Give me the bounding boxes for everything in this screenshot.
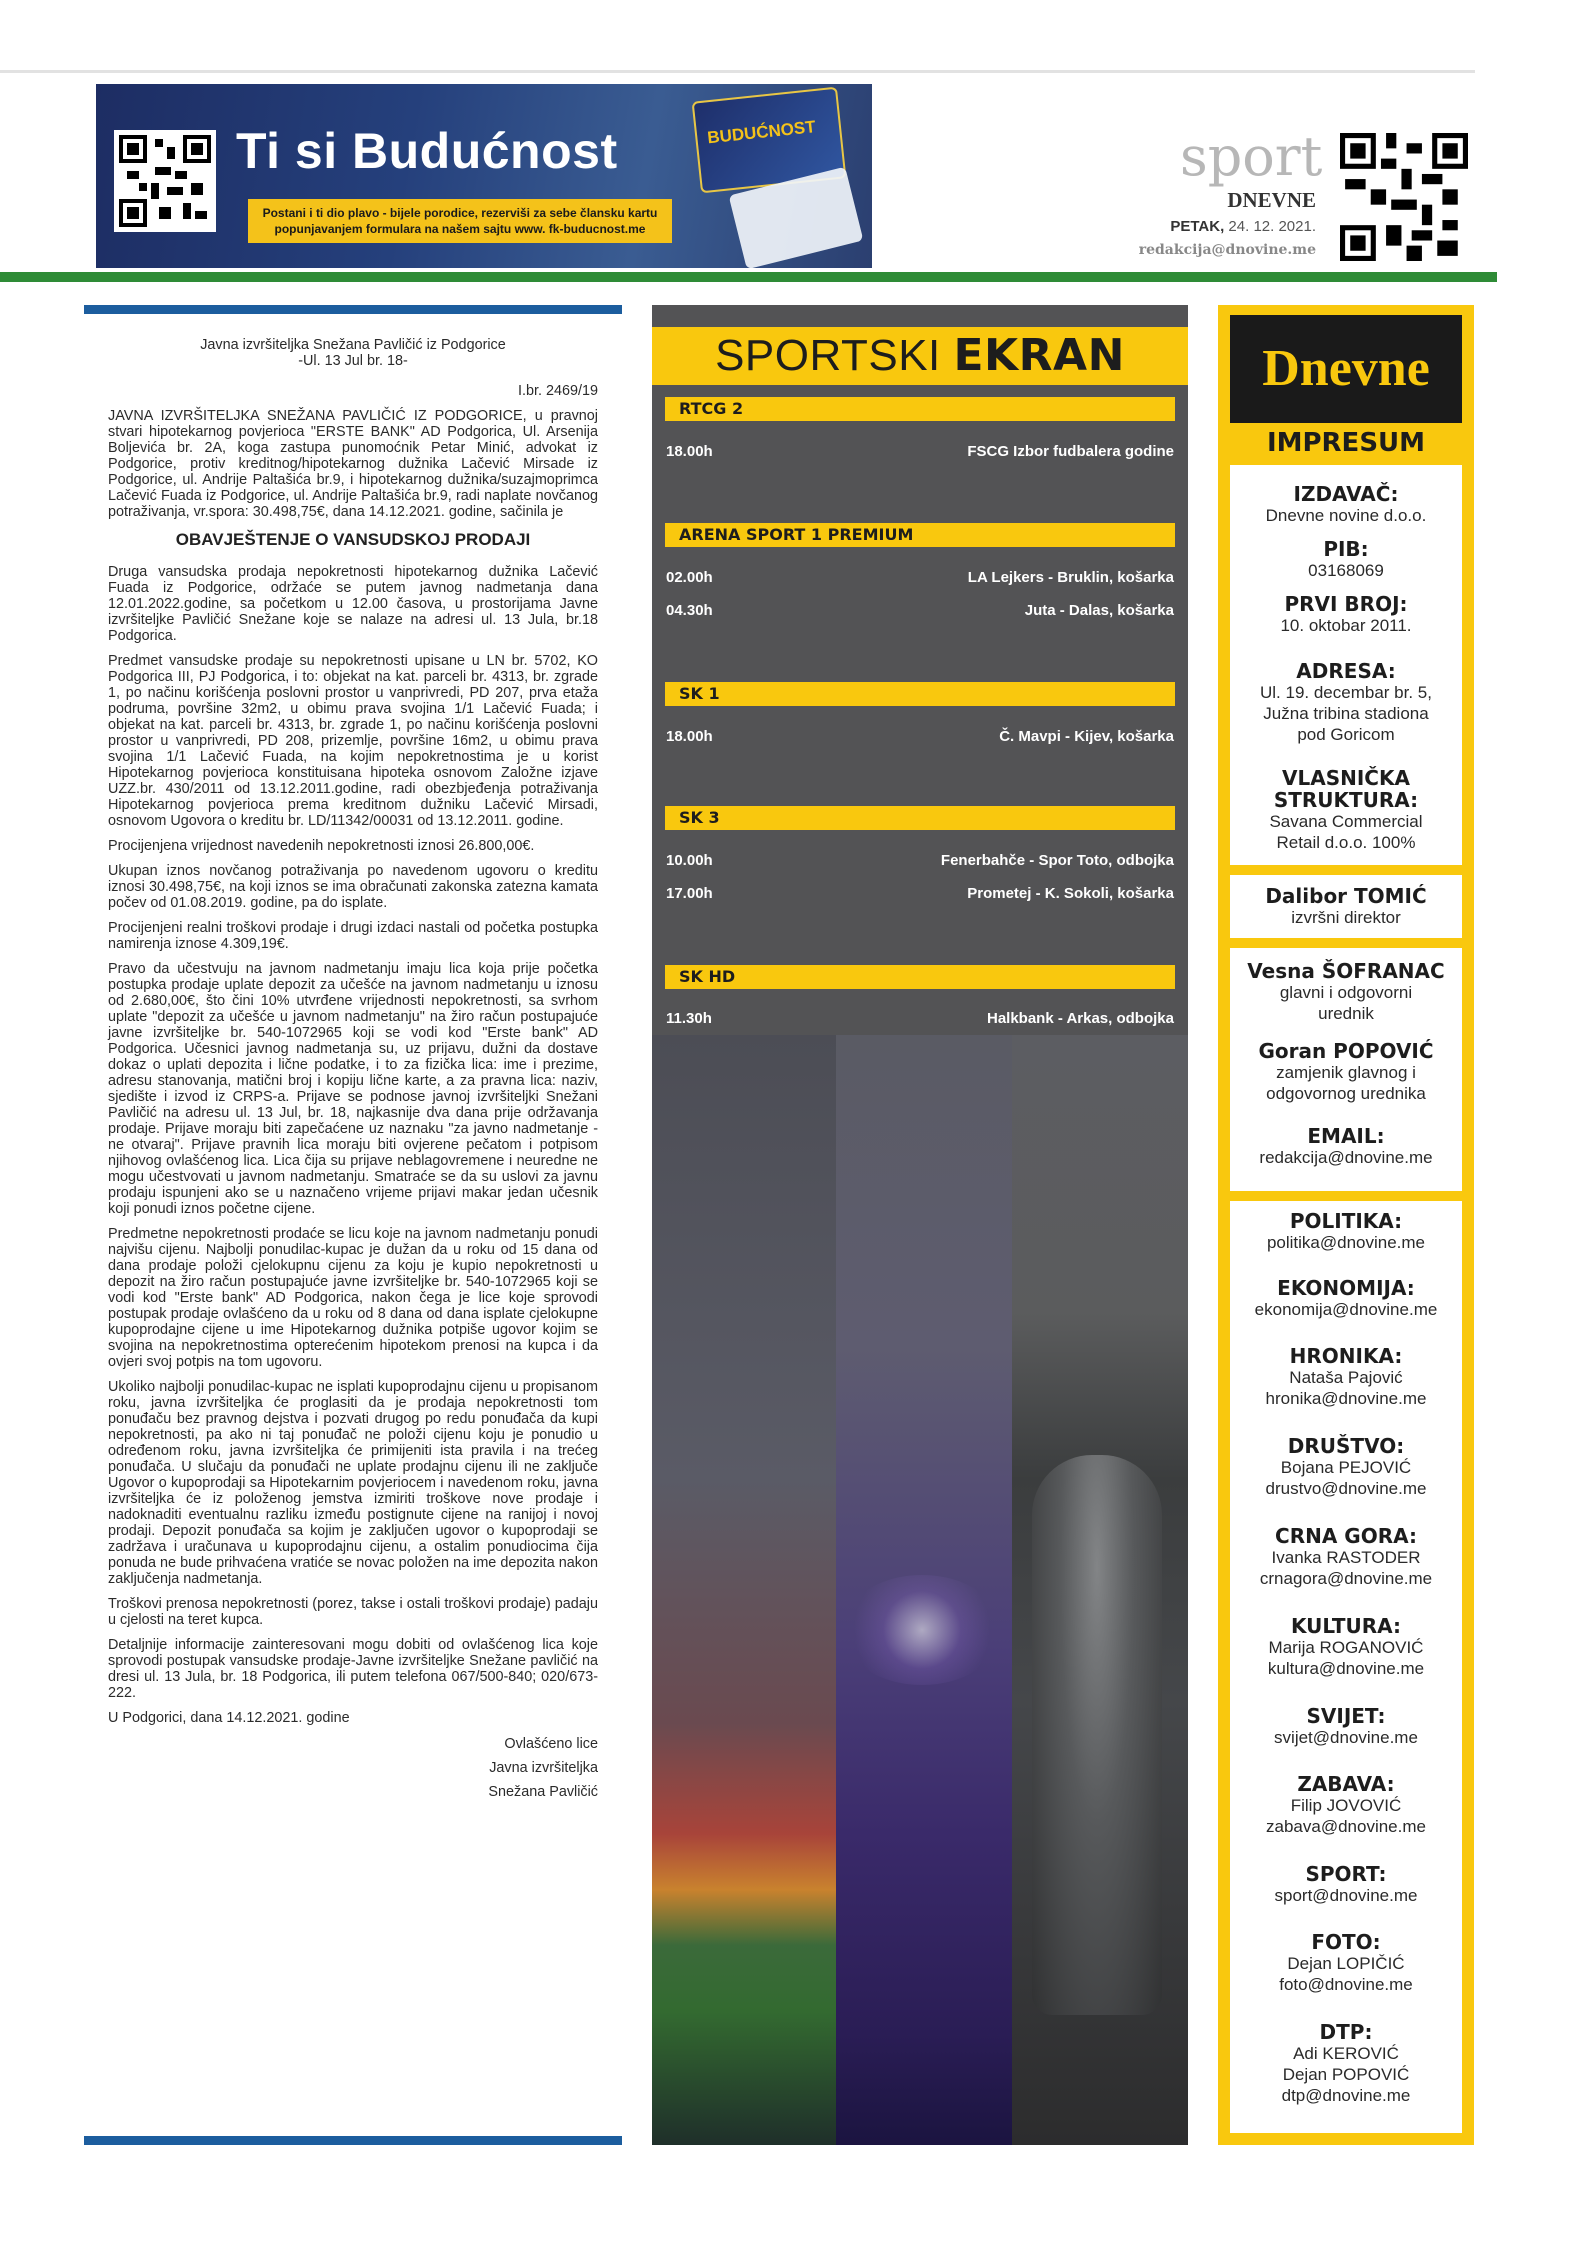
event-time: 10.00h <box>666 852 713 869</box>
event-title: Halkbank - Arkas, odbojka <box>986 1010 1174 1027</box>
channel-name: ARENA SPORT 1 PREMIUM <box>679 525 914 544</box>
culture-email[interactable]: kultura@dnovine.me <box>1267 1659 1425 1678</box>
photo-block <box>1230 1931 1462 1995</box>
channel-header <box>665 965 1175 989</box>
address-label: ADRESA: <box>1296 659 1396 683</box>
dtp-name: Dejan POPOVIĆ <box>1282 2065 1410 2084</box>
floodlight-glow <box>842 1575 1002 1685</box>
society-block <box>1230 1435 1462 1499</box>
event-title: Fenerbahče - Spor Toto, odbojka <box>940 852 1174 869</box>
publisher-value: Dnevne novine d.o.o. <box>1265 506 1427 525</box>
email-block <box>1230 1125 1462 1168</box>
politics-label: POLITIKA: <box>1289 1209 1403 1233</box>
event-time: 02.00h <box>666 569 713 586</box>
address-line: Južna tribina stadiona <box>1263 704 1429 723</box>
notice-header-line1: Javna izvršiteljka Snežana Pavličić iz Podgorice <box>200 337 506 353</box>
event-title: Č. Mavpi - Kijev, košarka <box>999 728 1174 745</box>
schedule-row <box>666 569 1174 591</box>
politics-email[interactable]: politika@dnovine.me <box>1266 1233 1426 1252</box>
event-title: LA Lejkers - Bruklin, košarka <box>967 569 1174 586</box>
montenegro-block <box>1230 1525 1462 1589</box>
montenegro-label: CRNA GORA: <box>1275 1524 1417 1548</box>
ad-qr-code[interactable] <box>114 130 216 232</box>
schedule-row <box>666 602 1174 624</box>
director-block <box>1230 885 1462 928</box>
logo-text: Dnevne <box>1262 340 1430 397</box>
editorial-email[interactable]: redakcija@dnovine.me <box>1138 242 1316 258</box>
pib-block <box>1230 538 1462 581</box>
publisher-block <box>1230 483 1462 526</box>
schedule-row <box>666 885 1174 907</box>
notice-paragraph: Predmet vansudske prodaje su nepokretnosti upisane u LN br. 5702, KO Podgorica III, PJ Podgorica, i to: objekat na kat. parceli br. 4313, br. zgrade 1, po načinu korišćenja poslovni prostor u vanprivredi, PD 207, prva etaža podruma, površine 32m2, u obimu prava svojina 1/1 Lačević Fuada; i objekat na kat. parceli br. 4313, br. zgrade 1, po načinu korišćenja poslovni prostor u vanprivredi, PD 208, prizemlje, površine 16m2, u obimu prava svojina 1/1 Lačević Fuada, na kojim nepokretnostima je u korist Hipotekarnog povjerioca konstituisana hipoteka osnovom Založne izjave UZZ.br. 430/2011 od 13.12.2011.godine, radi obezbjeđenja potraživanja Hipotekarnog povjerioca prema kreditnom dužniku Lačević Mirsadi, osnovom Ugovora o kreditu br. LD/11342/00031 od 13.12.2011. godine. <box>108 653 598 829</box>
sport-email[interactable]: sport@dnovine.me <box>1274 1886 1418 1905</box>
channel-header <box>665 523 1175 547</box>
notice-header-line2: -Ul. 13 Jul br. 18- <box>298 353 408 369</box>
section-title: sport <box>1180 125 1323 188</box>
economy-block <box>1230 1277 1462 1320</box>
event-title: Prometej - K. Sokoli, košarka <box>967 885 1174 902</box>
ad-title: Ti si Budućnost <box>236 123 618 179</box>
sports-tv-schedule <box>652 305 1188 2145</box>
notice-paragraph: Pravo da učestvuju na javnom nadmetanju imaju lica koja prije početka postupka prodaje uplate depozit za učešće na javnom nadmetanju u iznosu od 2.680,00€, što čini 10% utvrđene vrijednosti nepokretnosti, sa svrhom uplate "depozit za učešće u javnom nadmetanju" na žiro račun postupajuće javne izvršiteljke br. 540-1072965 koji se vodi kod "Erste bank" AD Podgorica. Učesnici javnog nadmetanja su, uz prijavu, dužni da dostave dokaz o uplati depozita i lične podatke, i to za fizička lica: ime i prezime, adresu stanovanja, matični broj i kopiju lične karte, a za pravna lica: naziv, sjedište i izvod iz CRPS-a. Prijave se podnose javnoj izvršiteljki Snežani Pavličić na adresu ul. 13 Jul, br. 18, najkasnije dva dana prije održavanja prodaje. Prijave moraju biti zapečaćene uz naznaku "za javno nadmetanje - ne otvaraj". Prijave pravnih lica moraju biti ovjerene pečatom i potpisom njihovog ovlašćenog lica. Lica čija su prijave neblagovremene i neuredne ne mogu učestvovati u javnom nadmetanju. Smatraće se da su uslovi za javnu prodaju ispunjeni ako se u naznačeno vrijeme prijavi makar jedan učesnik koji ponudi iznos početne cijene. <box>108 961 598 1217</box>
ownership-label: VLASNIČKA <box>1282 766 1410 790</box>
entertainment-email[interactable]: zabava@dnovine.me <box>1266 1817 1426 1836</box>
issue-day: PETAK, <box>1170 218 1225 235</box>
first-issue-label: PRVI BROJ: <box>1284 592 1408 616</box>
event-title: FSCG Izbor fudbalera godine <box>967 443 1174 460</box>
channel-name: SK 1 <box>679 684 720 703</box>
world-block <box>1230 1705 1462 1748</box>
sport-label: SPORT: <box>1305 1862 1387 1886</box>
channel-header <box>665 806 1175 830</box>
qr-code-icon <box>1340 133 1468 261</box>
schedule-row <box>666 443 1174 465</box>
chronicle-name: Nataša Pajović <box>1289 1368 1403 1387</box>
notice-paragraph: Predmetne nepokretnosti prodaće se licu koje na javnom nadmetanju ponudi najvišu cijenu. Najbolji ponudilac-kupac je dužan da u roku od 15 dana od dana prodaje položi cjelokupnu cijenu za koju je kupio nepokretnosti u depozit na žiro račun postupajuće javne izvršiteljke br. 540-1072965 koji se vodi kod "Erste bank" AD Podgorica, nakon čega je lice koje sprovodi postupak prodaje ovlašćeno da u roku od 8 dana od dana isplate cjelokupne kupoprodajne cijene u ime Hipotekarnog dužnika potpiše ugovor kojim se svojina na nepokretnostima opterećenim hipotekom prenosi na kupca i da ovjeri svoj potpis na tom ugovoru. <box>108 1226 598 1370</box>
event-title: Juta - Dalas, košarka <box>1024 602 1174 619</box>
publication-name: DNEVNE <box>1227 188 1316 212</box>
impresum-body <box>1230 465 1462 2133</box>
notice-signature-3: Snežana Pavličić <box>488 1784 598 1800</box>
channel-name: SK 3 <box>679 808 720 827</box>
notice-paragraph: Troškovi prenosa nepokretnosti (porez, takse i ostali troškovi prodaje) padaju u cjelosti na teret kupca. <box>108 1596 598 1628</box>
notice-reference: I.br. 2469/19 <box>517 383 598 399</box>
ad-card-title: BUDUĆNOST <box>706 117 817 148</box>
photo-name: Dejan LOPIČIĆ <box>1287 1954 1405 1973</box>
photo-label: FOTO: <box>1311 1930 1381 1954</box>
chronicle-email[interactable]: hronika@dnovine.me <box>1265 1389 1427 1408</box>
notice-header <box>108 337 598 369</box>
entertainment-label: ZABAVA: <box>1297 1772 1395 1796</box>
culture-block <box>1230 1615 1462 1679</box>
ownership-value: Savana Commercial <box>1269 812 1423 831</box>
first-issue-value: 10. oktobar 2011. <box>1280 616 1412 635</box>
ownership-label: STRUKTURA: <box>1273 788 1419 812</box>
editor-name: Vesna ŠOFRANAC <box>1247 959 1445 983</box>
chronicle-block <box>1230 1345 1462 1409</box>
column-top-bar <box>84 305 622 314</box>
notice-paragraph: Procijenjeni realni troškovi prodaje i drugi izdaci nastali od početka postupka namirenja iznose 4.309,19€. <box>108 920 598 952</box>
ad-banner[interactable] <box>96 84 872 268</box>
entertainment-block <box>1230 1773 1462 1837</box>
ownership-value: Retail d.o.o. 100% <box>1276 833 1416 852</box>
legal-notice-body <box>108 337 598 1807</box>
event-time: 18.00h <box>666 728 713 745</box>
director-role: izvršni direktor <box>1291 908 1401 927</box>
pib-value: 03168069 <box>1308 561 1384 580</box>
address-line: Ul. 19. decembar br. 5, <box>1260 683 1432 702</box>
event-time: 18.00h <box>666 443 713 460</box>
notice-signature-2: Javna izvršiteljka <box>489 1760 598 1776</box>
director-name: Dalibor TOMIĆ <box>1265 884 1427 908</box>
schedule-row <box>666 852 1174 874</box>
channel-name: SK HD <box>679 967 736 986</box>
economy-email[interactable]: ekonomija@dnovine.me <box>1254 1300 1438 1319</box>
notice-paragraph: Procijenjena vrijednost navedenih nepokretnosti iznosi 26.800,00€. <box>108 838 535 854</box>
notice-paragraph: Ukupan iznos novčanog potraživanja po navedenom ugovoru o kreditu iznosi 30.498,75€, na koji iznos se ima obračunati zakonska zatezna kamata počev od 01.08.2019. godine, pa do isplate. <box>108 863 598 911</box>
schedule-title <box>652 327 1188 385</box>
header-divider <box>0 272 1497 282</box>
legal-notice-column <box>84 305 622 2145</box>
event-time: 17.00h <box>666 885 713 902</box>
dtp-name: Adi KEROVIĆ <box>1293 2044 1399 2063</box>
society-name: Bojana PEJOVIĆ <box>1280 1458 1412 1477</box>
culture-name: Marija ROGANOVIĆ <box>1268 1638 1424 1657</box>
qr-code-icon <box>119 135 211 227</box>
notice-intro: JAVNA IZVRŠITELJKA SNEŽANA PAVLIČIĆ IZ PODGORICE, u pravnoj stvari hipotekarnog povjerioca "ERSTE BANK" AD Podgorica, Ul. Arsenija Boljevića br. 2A, koga zastupa punomoćnik Petar Minić, advokat iz Podgorice, protiv kreditnog/hipotekarnog dužnika Lačević Mirsade iz Podgorice, ul. Andrije Paltašića br.9, i hipotekarnog dužnika/suzajmoprimca Lačević Fuada iz Podgorice, ul. Andrije Paltašića br.9, radi naplate novčanog potraživanja, vr.spora: 30.498,75€, dana 14.12.2021. godine, sačinila je <box>108 408 598 520</box>
issue-date <box>1050 218 1316 235</box>
deputy-editor-role: zamjenik glavnog i <box>1276 1063 1416 1082</box>
society-label: DRUŠTVO: <box>1287 1434 1405 1458</box>
deputy-editor-role: odgovornog urednika <box>1266 1084 1426 1103</box>
society-email[interactable]: drustvo@dnovine.me <box>1265 1479 1427 1498</box>
address-block <box>1230 660 1462 745</box>
ownership-block <box>1230 767 1462 853</box>
impresum-column <box>1218 305 1474 2145</box>
issue-date-value: 24. 12. 2021. <box>1228 218 1316 235</box>
newspaper-logo <box>1230 315 1462 423</box>
sport-block <box>1230 1863 1462 1906</box>
channel-header <box>665 397 1175 421</box>
economy-label: EKONOMIJA: <box>1277 1276 1415 1300</box>
statue-figure <box>1032 1455 1162 2015</box>
editor-role: glavni i odgovorni <box>1279 983 1413 1002</box>
photo-email[interactable]: foto@dnovine.me <box>1279 1975 1413 1994</box>
address-line: pod Goricom <box>1297 725 1395 744</box>
email-label: EMAIL: <box>1307 1124 1385 1148</box>
email-link[interactable]: redakcija@dnovine.me <box>1259 1148 1433 1167</box>
notice-paragraph: Ukoliko najbolji ponudilac-kupac ne isplati kupoprodajnu cijenu u propisanom roku, javna izvršiteljka će proglasiti da je prodaja nepokretnosti tom ponuđaču bez pravnog dejstva i pozvati drugog po redu ponuđača da kupi nepokretnosti, pa ako ni taj ponuđač ne položi cijenu koju je ponudio u određenom roku, javna izvršiteljka će primijeniti ista pravila i na trećeg ponuđača. U slučaju da ponuđači ne uplate prodajnu cijenu ili ne zaključe Ugovor o kupoprodaji sa Hipotekarnim povjeriocem i navedenom roku, javna izvršiteljka će iz položenog jemstva izmiriti troškove nove prodaje i nadoknaditi eventualnu razliku između postignute cijene na ranijoj i novoj prodaji. Depozit ponuđača sa kojim je zaključen ugovor o kupoprodaji se zadržava i uračunava u kupoprodajnu cijenu, a ostalim ponudiocima čija ponuda ne bude prihvaćena vratiće se novac položen na ime depozita nakon zaključenja nadmetanja. <box>108 1379 598 1587</box>
notice-paragraph: U Podgorici, dana 14.12.2021. godine <box>108 1710 350 1726</box>
schedule-row <box>666 1010 1174 1032</box>
schedule-header <box>652 327 1188 385</box>
culture-label: KULTURA: <box>1291 1614 1401 1638</box>
stadium-crowd-image <box>652 1035 836 2145</box>
dtp-email[interactable]: dtp@dnovine.me <box>1281 2086 1411 2105</box>
first-issue-block <box>1230 593 1462 636</box>
channel-header <box>665 682 1175 706</box>
chronicle-label: HRONIKA: <box>1289 1344 1403 1368</box>
notice-title: OBAVJEŠTENJE O VANSUDSKOJ PRODAJI <box>175 530 531 549</box>
editor-role: urednik <box>1318 1004 1374 1023</box>
editor-block <box>1230 960 1462 1024</box>
deputy-editor-name: Goran POPOVIĆ <box>1258 1039 1434 1063</box>
schedule-title-light: SPORTSKI <box>715 331 941 380</box>
top-rule <box>0 70 1475 73</box>
section-divider <box>1230 938 1462 948</box>
dtp-block <box>1230 2021 1462 2106</box>
montenegro-email[interactable]: crnagora@dnovine.me <box>1259 1569 1433 1588</box>
column-bottom-bar <box>84 2136 622 2145</box>
notice-paragraph: Detaljnije informacije zainteresovani mogu dobiti od ovlašćenog lica koje sprovodi postupak vansudske prodaje-Javne izvršiteljke Snežane pavličić na dresi ul. 13 Jula, br. 18 Podgorica, ili putem telefona 067/500-840; 020/673-222. <box>108 1637 598 1701</box>
publisher-label: IZDAVAČ: <box>1293 482 1399 506</box>
masthead-qr-code[interactable] <box>1340 133 1468 261</box>
notice-signature-1: Ovlašćeno lice <box>504 1736 598 1752</box>
dtp-label: DTP: <box>1319 2020 1373 2044</box>
world-email[interactable]: svijet@dnovine.me <box>1274 1728 1418 1747</box>
notice-paragraph: Druga vansudska prodaja nepokretnosti hipotekarnog dužnika Lačević Fuada iz Podgorice, održaće se putem javnog nadmetanja dana 12.01.2022.godine, sa početkom u 12.00 časova, u prostorijama Javne izvršiteljke Pavličić Snežane koje se nalaze na adresi ul. 13 Jula, br.18 Podgorica. <box>108 564 598 644</box>
section-divider <box>1230 1191 1462 1201</box>
deputy-editor-block <box>1230 1040 1462 1104</box>
montenegro-name: Ivanka RASTODER <box>1271 1548 1421 1567</box>
pib-label: PIB: <box>1323 537 1369 561</box>
impresum-title: IMPRESUM <box>1266 428 1426 458</box>
channel-name: RTCG 2 <box>679 399 744 418</box>
world-label: SVIJET: <box>1306 1704 1386 1728</box>
event-time: 11.30h <box>666 1010 712 1027</box>
section-divider <box>1230 865 1462 875</box>
entertainment-name: Filip JOVOVIĆ <box>1290 1796 1402 1815</box>
schedule-row <box>666 728 1174 750</box>
sports-collage-image <box>652 1035 1188 2145</box>
ad-text: Postani i ti dio plavo - bijele porodice, rezerviši za sebe člansku kartu popunjavanjem formulara na našem sajtu www. fk-buducnost.me <box>248 199 672 243</box>
event-time: 04.30h <box>666 602 713 619</box>
schedule-title-bold: EKRAN <box>953 330 1125 381</box>
politics-block <box>1230 1210 1462 1253</box>
